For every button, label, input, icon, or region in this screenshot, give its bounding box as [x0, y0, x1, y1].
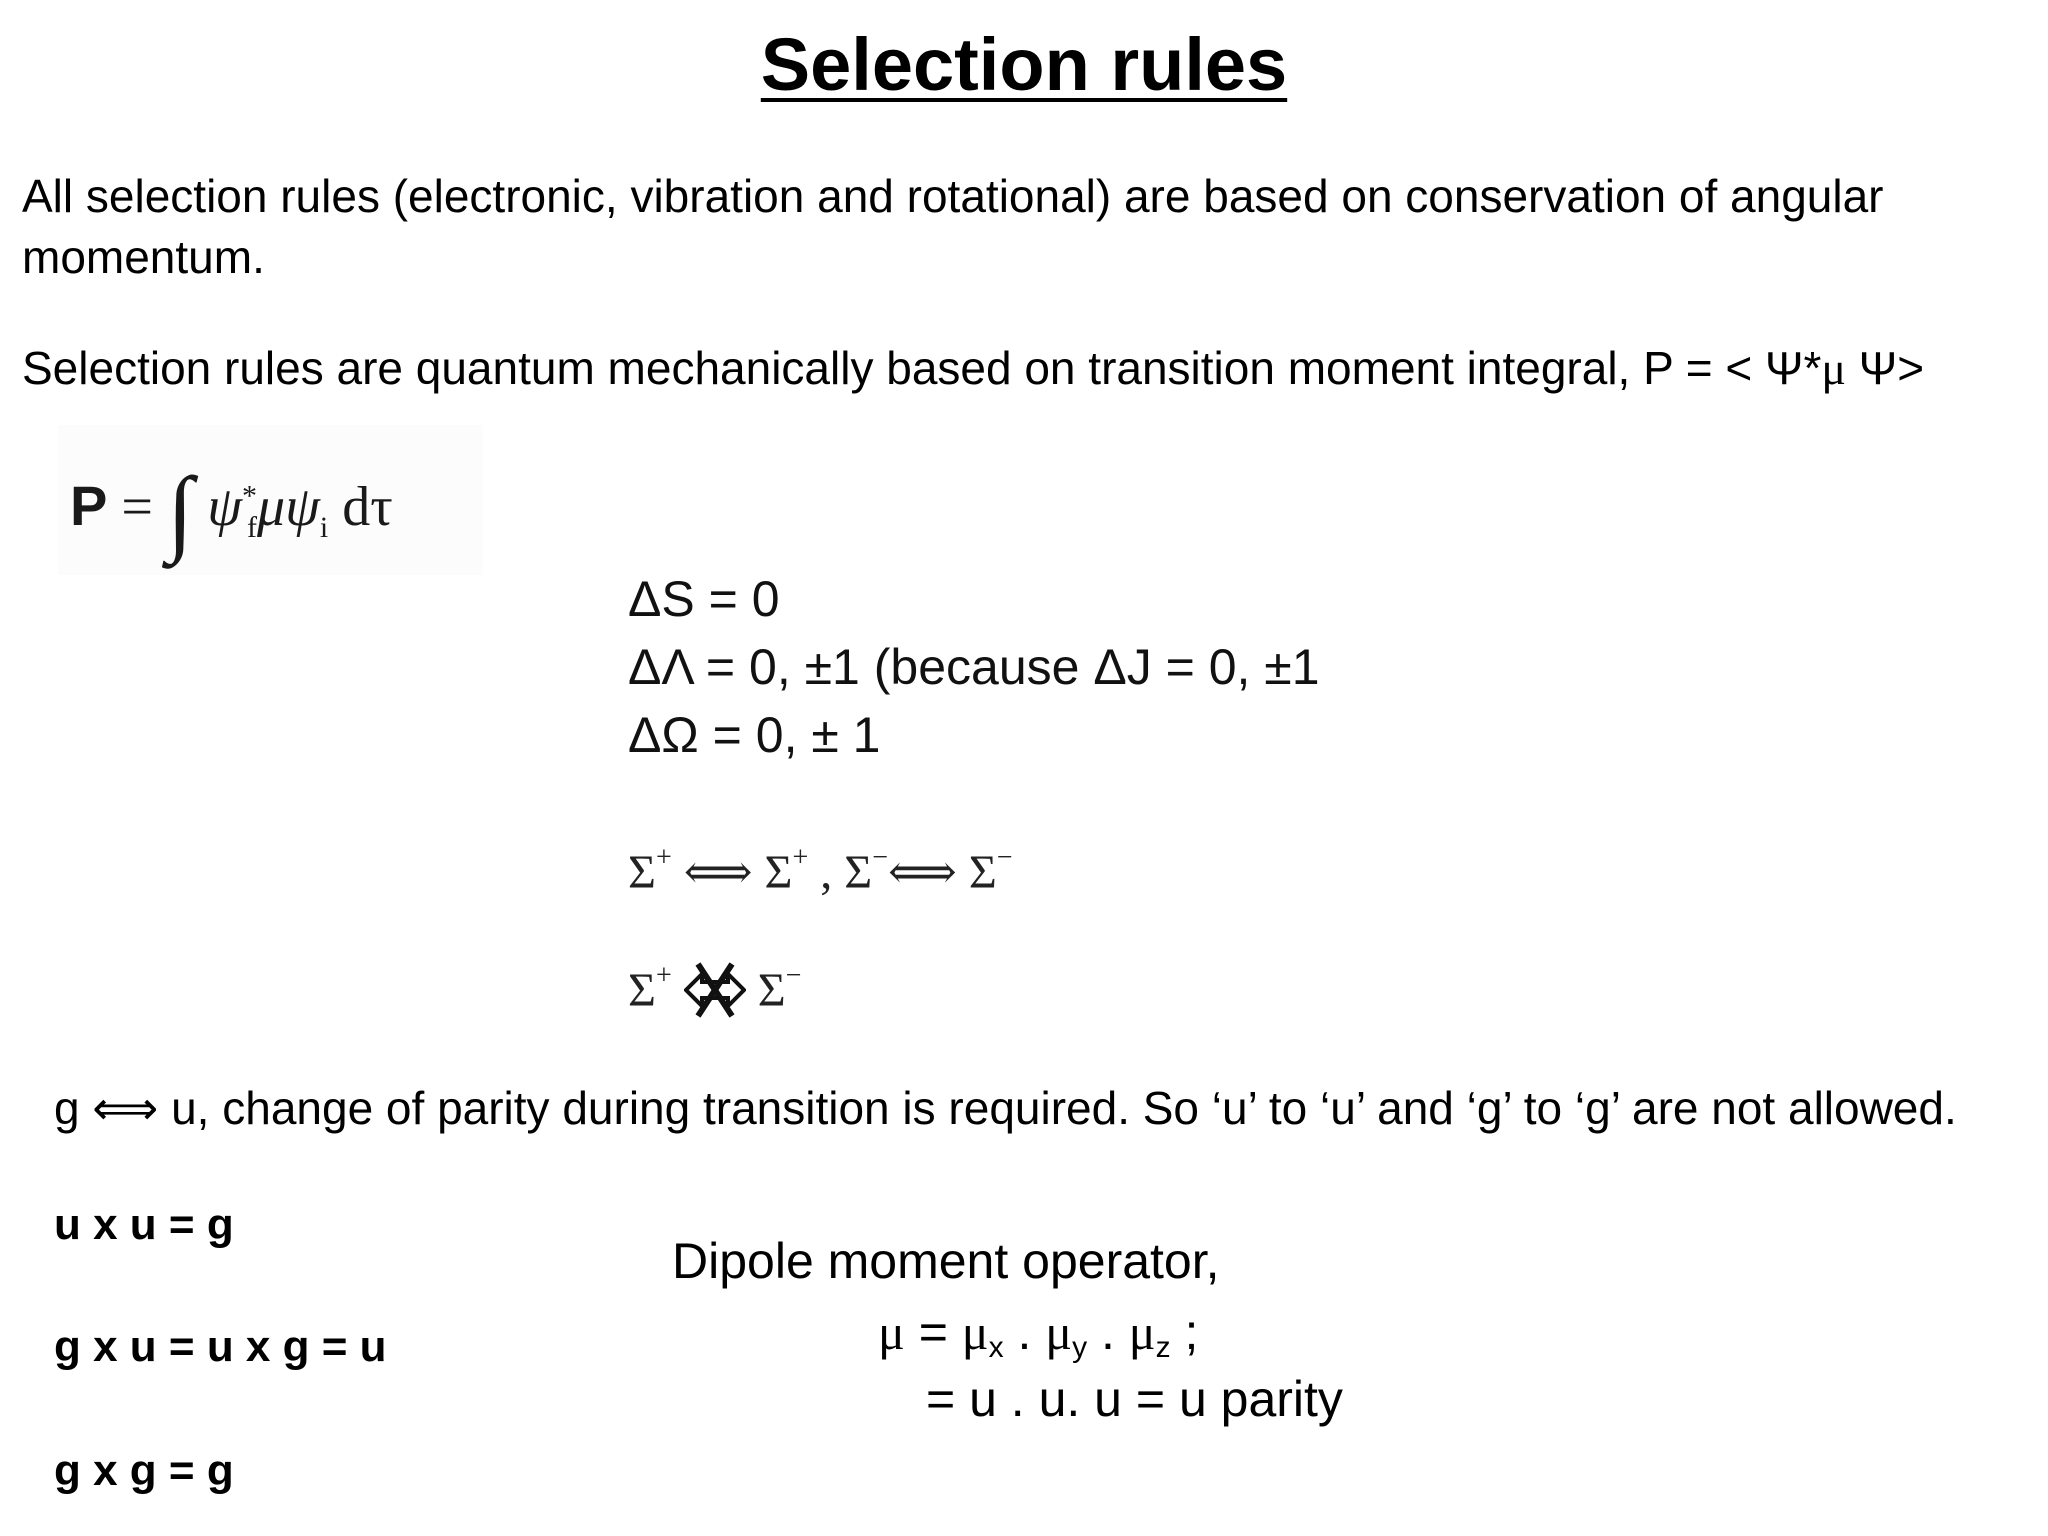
rule-delta-omega: ΔΩ = 0, ± 1 — [628, 707, 881, 763]
sigma-plus-1-sup: + — [655, 842, 672, 873]
sigma-forbidden-rule — [628, 960, 801, 1020]
dipole-z: z — [1155, 1331, 1171, 1364]
dipole-equation — [878, 1303, 1198, 1365]
intro-paragraph — [22, 166, 1884, 288]
sigma-minus-2-sup: − — [996, 842, 1013, 873]
dipole-mu-z: μ — [1128, 1304, 1156, 1360]
dipole-parity-line: = u . u. u = u parity — [926, 1371, 1343, 1427]
product-gxg: g x g = g — [54, 1446, 234, 1495]
double-arrow-icon: ⟺ — [671, 846, 765, 899]
dipole-eq: = — [904, 1304, 962, 1360]
dipole-semicolon: ; — [1170, 1304, 1199, 1360]
mu-symbol: μ — [1821, 343, 1847, 394]
dipole-x: x — [988, 1331, 1004, 1364]
sigma-plus-2-sup: + — [792, 842, 809, 873]
dipole-mu: μ — [878, 1304, 905, 1360]
sigma-minus: Σ — [757, 964, 786, 1017]
intro-line-1: All selection rules (electronic, vibration and rotational) are based on conservation of angular — [22, 170, 1884, 222]
psi-initial: ψ — [285, 476, 320, 538]
sigma-separator: , — [808, 846, 845, 899]
transition-moment-suffix: Ψ> — [1846, 342, 1925, 394]
integral-mu: μ — [257, 476, 286, 538]
dipole-heading: Dipole moment operator, — [672, 1233, 1220, 1289]
sigma-plus-1: Σ — [628, 846, 656, 899]
sigma-minus-sup: − — [785, 960, 802, 991]
sigma-plus-sup: + — [655, 960, 672, 991]
sigma-allowed-rule — [628, 842, 1013, 900]
sigma-plus: Σ — [628, 964, 656, 1017]
dipole-dot-2: . — [1087, 1304, 1129, 1360]
double-arrow-icon: ⟺ — [888, 846, 969, 899]
integral-dtau: dτ — [328, 476, 393, 538]
transition-moment-text: Selection rules are quantum mechanically based on transition moment integral, P = < Ψ* — [22, 342, 1822, 394]
psi-final-sub: f — [247, 511, 258, 545]
intro-line-2: momentum. — [22, 231, 265, 283]
psi-initial-sub: i — [319, 511, 329, 545]
sigma-minus-1-sup: − — [872, 842, 889, 873]
sigma-minus-1: Σ — [844, 846, 873, 899]
integral-sign: ∫ — [166, 457, 194, 564]
dipole-y: y — [1072, 1331, 1088, 1364]
sigma-plus-2: Σ — [764, 846, 793, 899]
dipole-dot-1: . — [1003, 1304, 1046, 1360]
dipole-mu-x: μ — [961, 1304, 989, 1360]
integral-equals: = — [107, 476, 167, 538]
rule-delta-lambda: ΔΛ = 0, ±1 (because ΔJ = 0, ±1 — [628, 639, 1320, 695]
forbidden-arrow-icon — [684, 960, 746, 1020]
dipole-mu-y: μ — [1045, 1304, 1073, 1360]
integral-lhs: P — [70, 474, 108, 537]
psi-final: ψ — [207, 476, 243, 538]
psi-final-star: * — [242, 479, 258, 513]
transition-moment-paragraph — [22, 338, 1924, 399]
transition-integral-equation — [70, 455, 393, 566]
rule-delta-s: ΔS = 0 — [628, 571, 780, 627]
parity-rule: g ⟺ u, change of parity during transition is required. So ‘u’ to ‘u’ and ‘g’ to ‘g’ are not allowed. — [54, 1082, 1957, 1134]
sigma-minus-2: Σ — [968, 846, 997, 899]
product-gxu: g x u = u x g = u — [54, 1322, 387, 1371]
product-uxu: u x u = g — [54, 1200, 234, 1249]
page-title: Selection rules — [760, 23, 1288, 106]
